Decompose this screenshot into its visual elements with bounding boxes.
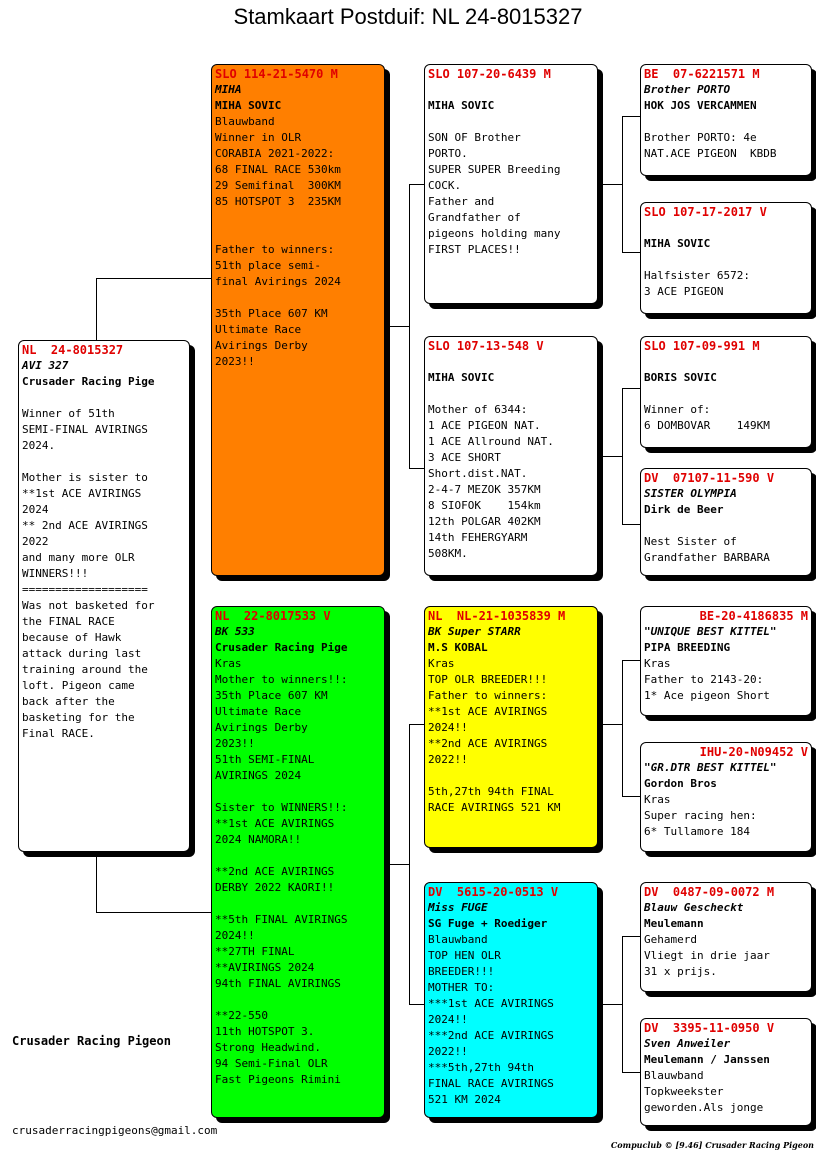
owner-name: Meulemann (644, 917, 704, 930)
pedigree-note-line: 94 Semi-Final OLR (215, 1057, 328, 1070)
ring-number: SLO 114-21-5470 M (215, 67, 338, 81)
owner-name: Dirk de Beer (644, 503, 724, 516)
pedigree-card-subject[interactable] (18, 340, 190, 852)
owner-name: MIHA SOVIC (428, 371, 495, 384)
pedigree-note-line: 2023!! (215, 355, 255, 368)
connector-fm-out (598, 456, 623, 457)
pigeon-name (644, 354, 808, 370)
pedigree-note-line: COCK. (428, 179, 462, 192)
pedigree-note-line (428, 768, 594, 784)
owner-name: M.S KOBAL (428, 641, 488, 654)
pedigree-note-line (215, 848, 381, 864)
pedigree-note-line: because of Hawk (22, 631, 122, 644)
pedigree-note-line: Halfsister 6572: (644, 269, 750, 282)
pedigree-note-line (22, 390, 186, 406)
pedigree-note-line (215, 992, 381, 1008)
pedigree-note-line: Grandfather BARBARA (644, 551, 770, 564)
pedigree-note-line: 1 ACE Allround NAT. (428, 435, 554, 448)
pedigree-note-line (215, 784, 381, 800)
pedigree-note-line: 3 ACE PIGEON (644, 285, 724, 298)
pedigree-card-mfm[interactable] (640, 742, 812, 852)
connector-ffm-h (622, 252, 640, 253)
pedigree-note-line: Final RACE. (22, 727, 95, 740)
connector-mother-v (409, 724, 410, 1004)
pedigree-note-line: SON OF Brother (428, 131, 521, 144)
pedigree-note-line: =================== (22, 583, 148, 596)
pedigree-note-line: Blauwband (644, 1069, 704, 1082)
pedigree-note-line: Fast Pigeons Rimini (215, 1073, 341, 1086)
pedigree-note-line: Avirings Derby (215, 339, 308, 352)
pedigree-note-line: Kras (215, 657, 242, 670)
connector-mm-h (409, 1004, 425, 1005)
pedigree-note-line: 1 ACE PIGEON NAT. (428, 419, 541, 432)
pigeon-name: Brother PORTO (644, 83, 731, 96)
pedigree-note-line: Short.dist.NAT. (428, 467, 528, 480)
pedigree-note-line: 12th POLGAR 402KM (428, 515, 541, 528)
pedigree-note-line: 521 KM 2024 (428, 1093, 501, 1106)
pedigree-note-line: Mother to winners!!: (215, 673, 348, 686)
connector-fm-h (409, 468, 425, 469)
ring-number: IHU-20-N09452 V (699, 745, 808, 759)
pedigree-note-line: Nest Sister of (644, 535, 737, 548)
pedigree-note-line: **27TH FINAL (215, 945, 295, 958)
pedigree-note-line: NAT.ACE PIGEON KBDB (644, 147, 777, 160)
ring-number: NL 24-8015327 (22, 343, 124, 357)
pedigree-note-line: 35th Place 607 KM (215, 689, 328, 702)
pedigree-note-line: AVIRINGS 2024 (215, 769, 302, 782)
pedigree-note-line: Ultimate Race (215, 323, 302, 336)
pedigree-note-line: 6 DOMBOVAR 149KM (644, 419, 770, 432)
connector-ff-v (622, 116, 623, 252)
pedigree-card-mff[interactable] (640, 606, 812, 716)
pedigree-note-line: 8 SIOFOK 154km (428, 499, 541, 512)
pedigree-note-line: geworden.Als jonge (644, 1101, 764, 1114)
pedigree-note-line: 508KM. (428, 547, 468, 560)
ring-number: SLO 107-17-2017 V (644, 205, 767, 219)
owner-name: MIHA SOVIC (215, 99, 282, 112)
pedigree-note-line: **5th FINAL AVIRINGS (215, 913, 348, 926)
pedigree-note-line: Winner of 51th (22, 407, 115, 420)
pedigree-note-line (644, 114, 808, 130)
pedigree-note-line: Blauwband (215, 115, 275, 128)
pedigree-note-line: SUPER SUPER Breeding (428, 163, 561, 176)
pedigree-note-line: Strong Headwind. (215, 1041, 321, 1054)
connector-fff-h (622, 116, 640, 117)
pedigree-note-line: Kras (644, 793, 671, 806)
pedigree-note-line: ** 2nd ACE AVIRINGS (22, 519, 148, 532)
connector-ff-out (598, 184, 623, 185)
pedigree-note-line: Mother of 6344: (428, 403, 528, 416)
pedigree-note-line: Was not basketed for (22, 599, 155, 612)
connector-subject-mother-h (96, 912, 212, 913)
pedigree-note-line: CORABIA 2021-2022: (215, 147, 335, 160)
pedigree-note-line (428, 386, 594, 402)
pigeon-name: AVI 327 (22, 359, 69, 372)
pedigree-note-line: basketing for the (22, 711, 135, 724)
pedigree-note-line: ***2nd ACE AVIRINGS (428, 1029, 554, 1042)
footer-credit: Compuclub © [9.46] Crusader Racing Pigeon (610, 1140, 814, 1150)
pedigree-note-line: 51th place semi- (215, 259, 321, 272)
pedigree-note-line: ***1st ACE AVIRINGS (428, 997, 554, 1010)
connector-mother-h (385, 864, 410, 865)
pigeon-name: SISTER OLYMPIA (644, 487, 737, 500)
pedigree-note-line: 2024. (22, 439, 56, 452)
pedigree-note-line: Mother is sister to (22, 471, 148, 484)
pigeon-name: Miss FUGE (428, 901, 488, 914)
ring-number: DV 3395-11-0950 V (644, 1021, 775, 1035)
pedigree-card-mother-father[interactable] (424, 606, 598, 848)
ring-number: DV 5615-20-0513 V (428, 885, 559, 899)
pedigree-note-line: 29 Semifinal 300KM (215, 179, 341, 192)
pedigree-note-line: 3 ACE SHORT (428, 451, 501, 464)
connector-ff-h (409, 184, 425, 185)
pedigree-note-line: 2022!! (428, 753, 468, 766)
connector-father-h (385, 326, 410, 327)
pedigree-note-line: the FINAL RACE (22, 615, 115, 628)
pigeon-name (428, 354, 594, 370)
pigeon-name (644, 220, 808, 236)
page-title: Stamkaart Postduif: NL 24-8015327 (233, 4, 583, 29)
pedigree-note-line: loft. Pigeon came (22, 679, 135, 692)
connector-fmf-h (622, 388, 640, 389)
pedigree-note-line: FINAL RACE AVIRINGS (428, 1077, 554, 1090)
connector-subject-mother (96, 852, 97, 913)
pedigree-card-father-mother[interactable] (424, 336, 598, 576)
pedigree-note-line (215, 210, 381, 226)
pedigree-note-line: 5th,27th 94th FINAL (428, 785, 554, 798)
connector-father-v (409, 184, 410, 468)
pedigree-note-line: **1st ACE AVIRINGS (22, 487, 142, 500)
pedigree-card-mother-mother[interactable] (424, 882, 598, 1118)
pedigree-note-line: 1* Ace pigeon Short (644, 689, 770, 702)
pigeon-name: MIHA (215, 83, 242, 96)
connector-fm-v (622, 388, 623, 524)
ring-number: BE-20-4186835 M (699, 609, 808, 623)
pedigree-note-line: 2024!! (428, 1013, 468, 1026)
pedigree-note-line: Kras (428, 657, 455, 670)
connector-mff-h (622, 660, 640, 661)
owner-name: Gordon Bros (644, 777, 717, 790)
pedigree-note-line: 14th FEHERGYARM (428, 531, 528, 544)
pigeon-name: BK 533 (215, 625, 255, 638)
ring-number: SLO 107-09-991 M (644, 339, 760, 353)
pedigree-note-line: Grandfather of (428, 211, 521, 224)
pedigree-note-line: BREEDER!!! (428, 965, 495, 978)
connector-mf-out (598, 724, 623, 725)
pedigree-note-line: 51th SEMI-FINAL (215, 753, 315, 766)
pedigree-note-line: Kras (644, 657, 671, 670)
pigeon-name: "GR.DTR BEST KITTEL" (644, 761, 777, 774)
pedigree-note-line: 2024!! (215, 929, 255, 942)
owner-name: MIHA SOVIC (428, 99, 495, 112)
connector-mm-out (598, 1004, 623, 1005)
connector-subject-father-h (96, 278, 212, 279)
owner-name: Meulemann / Janssen (644, 1053, 770, 1066)
pedigree-note-line (215, 226, 381, 242)
connector-subject-father (96, 278, 97, 340)
pedigree-card-fmm[interactable] (640, 468, 812, 576)
pigeon-name (428, 82, 594, 98)
pedigree-note-line: Super racing hen: (644, 809, 757, 822)
pedigree-note-line: 94th FINAL AVIRINGS (215, 977, 341, 990)
pedigree-note-line (215, 290, 381, 306)
pedigree-note-line (644, 386, 808, 402)
pedigree-note-line (22, 454, 186, 470)
pedigree-note-line: Brother PORTO: 4e (644, 131, 757, 144)
pedigree-note-line: SEMI-FINAL AVIRINGS (22, 423, 148, 436)
pedigree-note-line: **2nd ACE AVIRINGS (428, 737, 548, 750)
pedigree-note-line: Father to 2143-20: (644, 673, 764, 686)
owner-name: PIPA BREEDING (644, 641, 731, 654)
pedigree-note-line: 2-4-7 MEZOK 357KM (428, 483, 541, 496)
pedigree-note-line: Vliegt in drie jaar (644, 949, 770, 962)
owner-name: BORIS SOVIC (644, 371, 717, 384)
pedigree-note-line: FIRST PLACES!! (428, 243, 521, 256)
pedigree-note-line: **2nd ACE AVIRINGS (215, 865, 335, 878)
pedigree-note-line: 6* Tullamore 184 (644, 825, 750, 838)
footer-email[interactable]: crusaderracingpigeons@gmail.com (12, 1124, 218, 1137)
pedigree-note-line: Gehamerd (644, 933, 697, 946)
pedigree-note-line: TOP OLR BREEDER!!! (428, 673, 548, 686)
pedigree-note-line: 11th HOTSPOT 3. (215, 1025, 315, 1038)
ring-number: NL NL-21-1035839 M (428, 609, 566, 623)
pedigree-note-line: 2022 (22, 535, 49, 548)
pedigree-note-line: Topkweekster (644, 1085, 724, 1098)
pedigree-note-line: 2024!! (428, 721, 468, 734)
pedigree-note-line (644, 252, 808, 268)
pedigree-card-fff[interactable] (640, 64, 812, 176)
pedigree-note-line: Father to winners: (428, 689, 548, 702)
pedigree-note-line: **22-550 (215, 1009, 268, 1022)
owner-name: Crusader Racing Pige (215, 641, 348, 654)
pedigree-note-line: back after the (22, 695, 115, 708)
pigeon-name: "UNIQUE BEST KITTEL" (644, 625, 777, 638)
ring-number: DV 0487-09-0072 M (644, 885, 775, 899)
ring-number: SLO 107-13-548 V (428, 339, 544, 353)
connector-fmm-h (622, 524, 640, 525)
ring-number: BE 07-6221571 M (644, 67, 760, 81)
pedigree-note-line: DERBY 2022 KAORI!! (215, 881, 335, 894)
pedigree-note-line: 2024 NAMORA!! (215, 833, 302, 846)
connector-mfm-h (622, 796, 640, 797)
pedigree-card-mmf[interactable] (640, 882, 812, 992)
pedigree-note-line: PORTO. (428, 147, 468, 160)
connector-mf-v (622, 660, 623, 796)
pedigree-note-line: Father and (428, 195, 495, 208)
pedigree-note-line: pigeons holding many (428, 227, 561, 240)
pedigree-note-line: 85 HOTSPOT 3 235KM (215, 195, 341, 208)
pedigree-note-line: Father to winners: (215, 243, 335, 256)
pedigree-note-line: TOP HEN OLR (428, 949, 501, 962)
pedigree-note-line: **AVIRINGS 2024 (215, 961, 315, 974)
pedigree-note-line: Winner in OLR (215, 131, 302, 144)
pedigree-card-ffm[interactable] (640, 202, 812, 314)
pedigree-note-line: Avirings Derby (215, 721, 308, 734)
pedigree-note-line: Blauwband (428, 933, 488, 946)
pedigree-note-line: and many more OLR (22, 551, 135, 564)
connector-mmf-h (622, 936, 640, 937)
pedigree-card-mother[interactable] (211, 606, 385, 1118)
pedigree-note-line: RACE AVIRINGS 521 KM (428, 801, 561, 814)
pedigree-note-line: MOTHER TO: (428, 981, 495, 994)
owner-name: HOK JOS VERCAMMEN (644, 99, 757, 112)
pedigree-note-line: final Avirings 2024 (215, 275, 341, 288)
pedigree-note-line: 68 FINAL RACE 530km (215, 163, 341, 176)
pedigree-card-mmm[interactable] (640, 1018, 812, 1126)
owner-name: MIHA SOVIC (644, 237, 711, 250)
pedigree-note-line (428, 114, 594, 130)
owner-name: SG Fuge + Roediger (428, 917, 548, 930)
connector-mm-v (622, 936, 623, 1072)
pedigree-note-line: Sister to WINNERS!!: (215, 801, 348, 814)
pedigree-note-line (215, 896, 381, 912)
connector-mf-h (409, 724, 425, 725)
pedigree-note-line (644, 518, 808, 534)
pigeon-name: BK Super STARR (428, 625, 521, 638)
pedigree-note-line: 2023!! (215, 737, 255, 750)
pedigree-note-line: WINNERS!!! (22, 567, 89, 580)
footer-brand: Crusader Racing Pigeon (12, 1034, 171, 1048)
pedigree-note-line: Ultimate Race (215, 705, 302, 718)
pedigree-card-fmf[interactable] (640, 336, 812, 448)
pedigree-card-father-father[interactable] (424, 64, 598, 304)
ring-number: DV 07107-11-590 V (644, 471, 775, 485)
ring-number: NL 22-8017533 V (215, 609, 331, 623)
pedigree-note-line: 35th Place 607 KM (215, 307, 328, 320)
pedigree-note-line: Winner of: (644, 403, 711, 416)
pigeon-name: Sven Anweiler (644, 1037, 731, 1050)
owner-name: Crusader Racing Pige (22, 375, 155, 388)
pedigree-note-line: ***5th,27th 94th (428, 1061, 534, 1074)
ring-number: SLO 107-20-6439 M (428, 67, 551, 81)
pedigree-note-line: attack during last (22, 647, 142, 660)
pedigree-note-line: **1st ACE AVIRINGS (428, 705, 548, 718)
pedigree-note-line: 2024 (22, 503, 49, 516)
connector-mmm-h (622, 1072, 640, 1073)
pedigree-note-line: 2022!! (428, 1045, 468, 1058)
pedigree-note-line: 31 x prijs. (644, 965, 717, 978)
pedigree-note-line: training around the (22, 663, 148, 676)
pigeon-name: Blauw Gescheckt (644, 901, 744, 914)
pedigree-card-father[interactable] (211, 64, 385, 576)
pedigree-note-line: **1st ACE AVIRINGS (215, 817, 335, 830)
